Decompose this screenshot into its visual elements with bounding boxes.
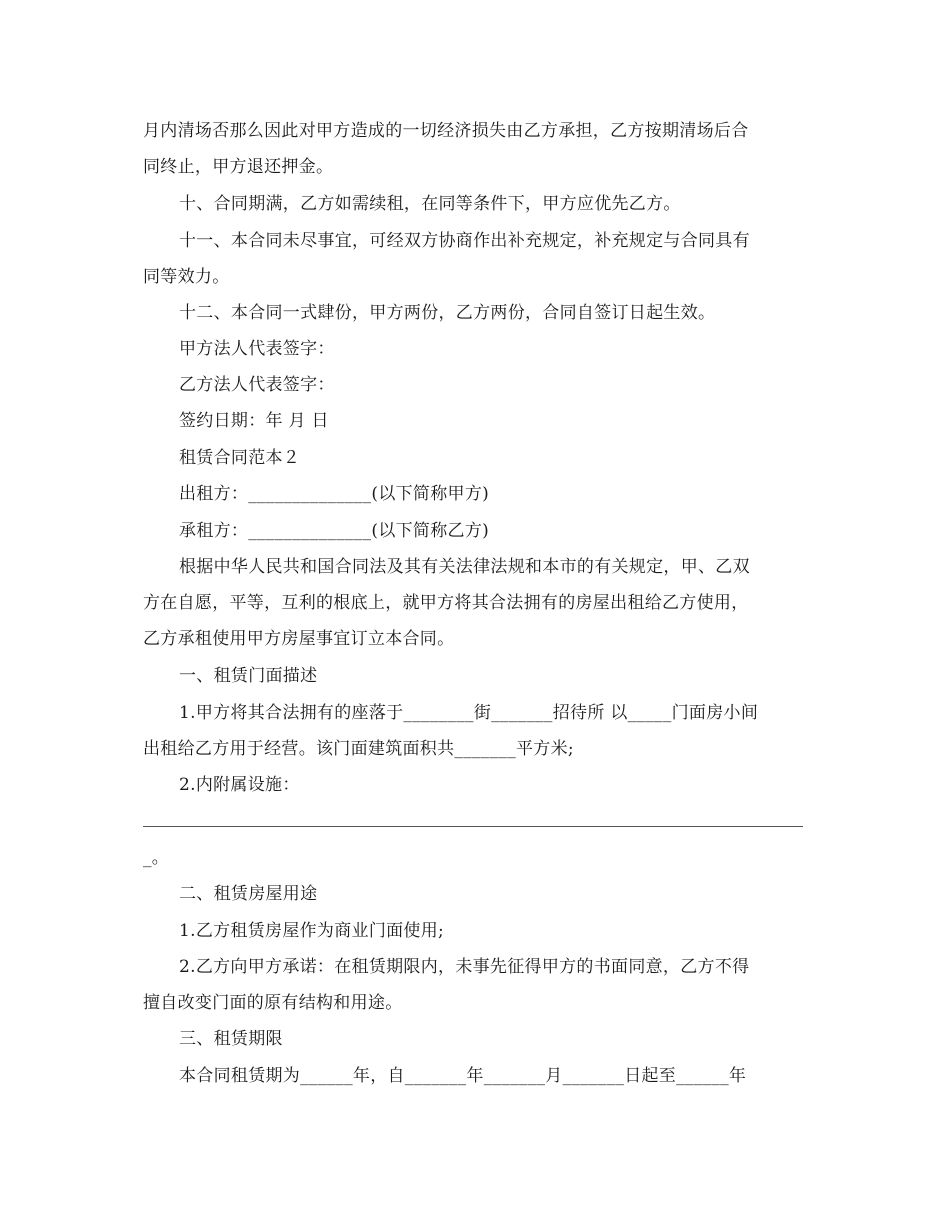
clause-heading: 三、租赁期限: [179, 1029, 283, 1049]
text-line: 2.乙方向甲方承诺：在租赁期限内，未事先征得甲方的书面同意，乙方不得: [179, 957, 750, 977]
text-line: 本合同租赁期为______年，自_______年_______月_______日起至______年: [179, 1066, 747, 1086]
blank-fill-rule: [143, 826, 803, 827]
lessee-line: 承租方：______________(以下简称乙方): [179, 521, 490, 541]
text-line: 方在自愿，平等，互利的根底上，就甲方将其合法拥有的房屋出租给乙方使用，: [143, 593, 749, 613]
clause-heading: 二、租赁房屋用途: [179, 884, 318, 904]
signature-line-party-a: 甲方法人代表签字：: [179, 339, 335, 359]
text-line: 十、合同期满，乙方如需续租，在同等条件下，甲方应优先乙方。: [179, 194, 681, 214]
text-line: _。: [143, 848, 170, 868]
lessor-line: 出租方：______________(以下简称甲方): [179, 484, 490, 504]
clause-heading: 一、租赁门面描述: [179, 666, 318, 686]
text-line: 擅自改变门面的原有结构和用途。: [143, 993, 403, 1013]
text-line: 1.乙方租赁房屋作为商业门面使用;: [179, 921, 445, 941]
text-line: 根据中华人民共和国合同法及其有关法律法规和本市的有关规定，甲、乙双: [179, 557, 750, 577]
text-line: 乙方承租使用甲方房屋事宜订立本合同。: [143, 629, 455, 649]
text-line: 1.甲方将其合法拥有的座落于________街_______招待所 以_____门面房小间: [179, 703, 759, 723]
text-line: 十一、本合同未尽事宜，可经双方协商作出补充规定，补充规定与合同具有: [179, 231, 750, 251]
section-title: 租赁合同范本２: [179, 448, 301, 468]
text-line: 出租给乙方用于经营。该门面建筑面积共_______平方米;: [143, 739, 574, 759]
signature-line-party-b: 乙方法人代表签字：: [179, 375, 335, 395]
signing-date-line: 签约日期：年 月 日: [179, 411, 329, 431]
text-line: 同终止，甲方退还押金。: [143, 157, 334, 177]
text-line: 十二、本合同一式肆份，甲方两份，乙方两份，合同自签订日起生效。: [179, 303, 716, 323]
text-line: 同等效力。: [143, 267, 230, 287]
text-line: 2.内附属设施：: [179, 775, 300, 795]
text-line: 月内清场否那么因此对甲方造成的一切经济损失由乙方承担，乙方按期清场后合: [143, 121, 749, 141]
